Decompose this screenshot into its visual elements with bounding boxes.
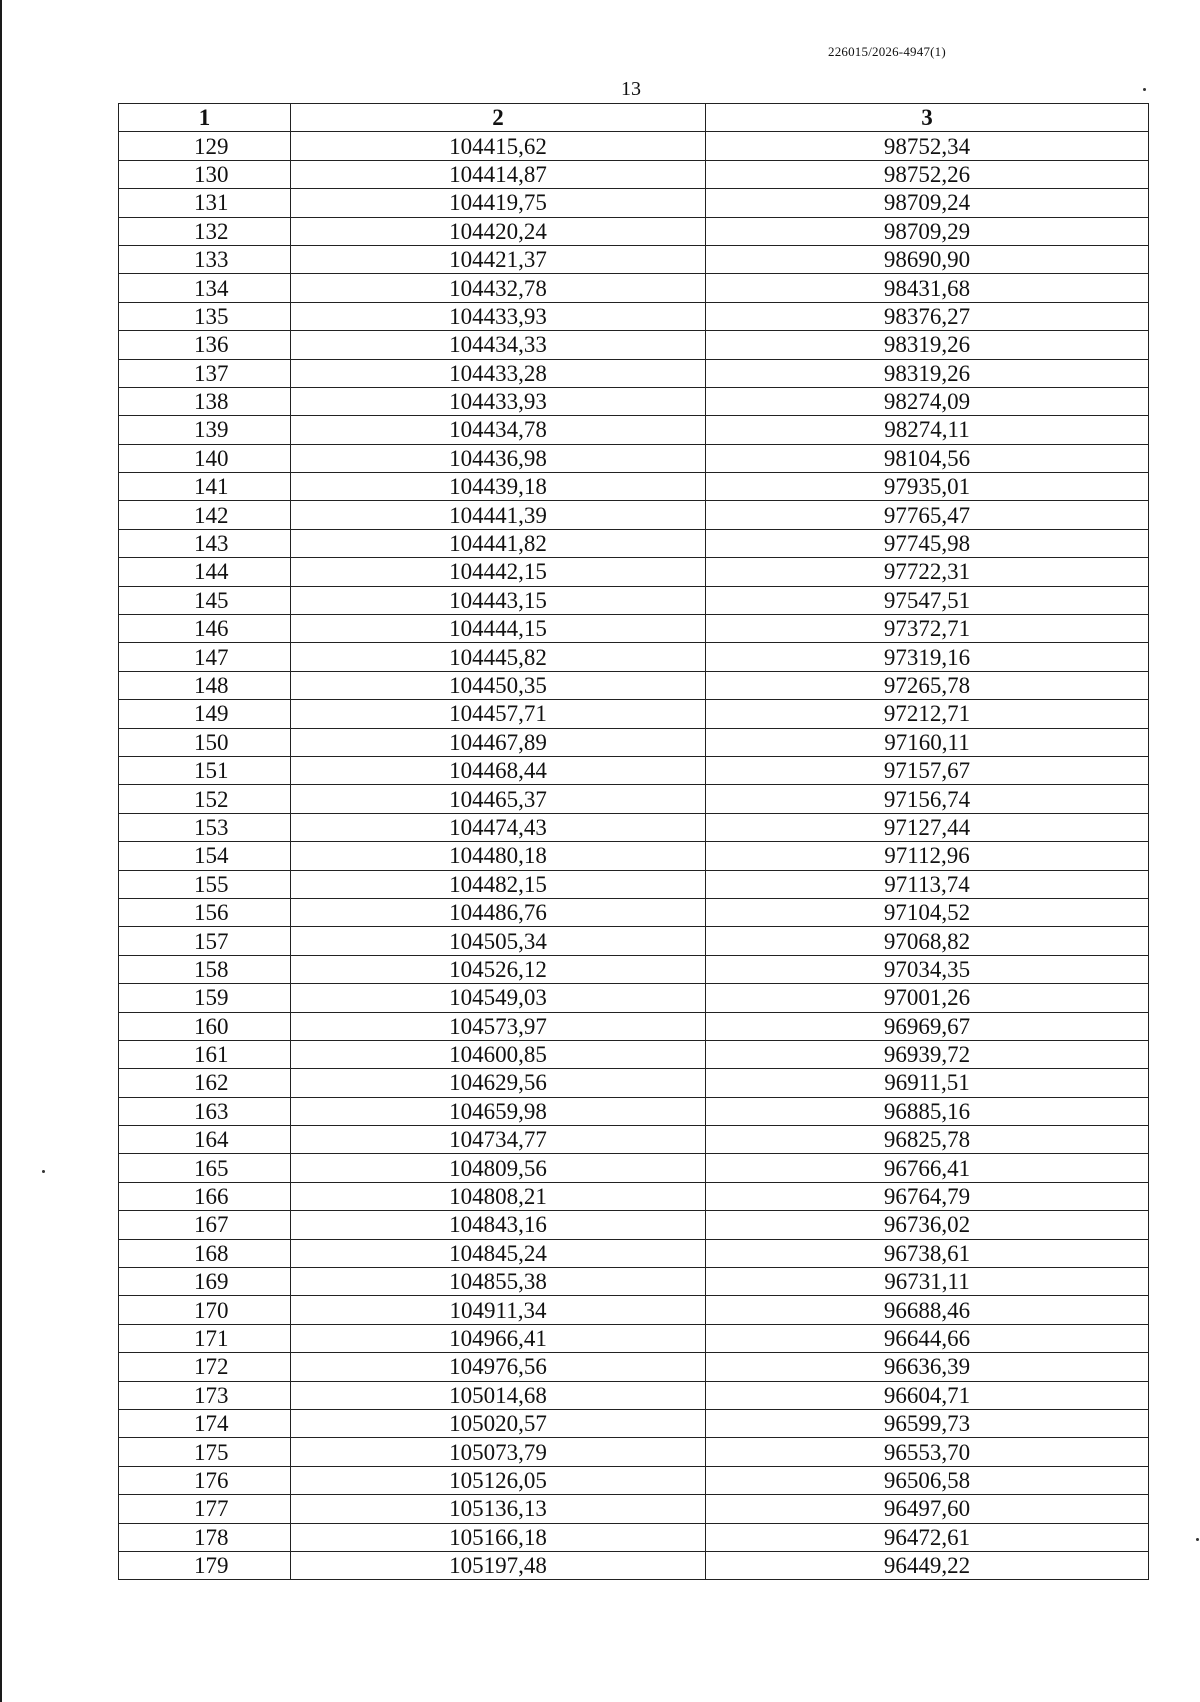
page-number: 13 (621, 78, 641, 100)
point-number-cell: 150 (119, 728, 291, 756)
table-row (119, 1182, 1149, 1210)
coordinate-y-cell: 98709,29 (706, 217, 1149, 245)
coordinate-y-cell: 96911,51 (706, 1069, 1149, 1097)
table-row (119, 927, 1149, 955)
coordinate-y-cell: 97034,35 (706, 955, 1149, 983)
coordinate-x-cell: 104442,15 (291, 558, 706, 586)
coordinate-x-cell: 104441,39 (291, 501, 706, 529)
coordinate-x-cell: 104526,12 (291, 955, 706, 983)
point-number-cell: 164 (119, 1126, 291, 1154)
scan-left-edge (0, 0, 2, 1702)
table-row (119, 501, 1149, 529)
coordinate-x-cell: 105166,18 (291, 1523, 706, 1551)
table-row (119, 1495, 1149, 1523)
point-number-cell: 135 (119, 302, 291, 330)
coordinate-x-cell: 104467,89 (291, 728, 706, 756)
table-row (119, 1296, 1149, 1324)
table-row (119, 189, 1149, 217)
coordinate-y-cell: 98274,11 (706, 416, 1149, 444)
coordinate-x-cell: 104419,75 (291, 189, 706, 217)
table-row (119, 558, 1149, 586)
coordinate-y-cell: 97372,71 (706, 615, 1149, 643)
point-number-cell: 143 (119, 529, 291, 557)
table-row (119, 1466, 1149, 1494)
coordinate-y-cell: 96604,71 (706, 1381, 1149, 1409)
coordinate-x-cell: 104734,77 (291, 1126, 706, 1154)
table-row (119, 643, 1149, 671)
point-number-cell: 172 (119, 1353, 291, 1381)
coordinate-x-cell: 104441,82 (291, 529, 706, 557)
coordinate-x-cell: 104600,85 (291, 1040, 706, 1068)
coordinate-y-cell: 98752,34 (706, 132, 1149, 160)
table-row (119, 1012, 1149, 1040)
coordinate-y-cell: 96472,61 (706, 1523, 1149, 1551)
point-number-cell: 136 (119, 331, 291, 359)
coordinate-x-cell: 104482,15 (291, 870, 706, 898)
coordinate-y-cell: 97765,47 (706, 501, 1149, 529)
coordinate-x-cell: 104843,16 (291, 1211, 706, 1239)
coordinate-x-cell: 104549,03 (291, 984, 706, 1012)
table-row (119, 1069, 1149, 1097)
point-number-cell: 177 (119, 1495, 291, 1523)
coordinate-y-cell: 96636,39 (706, 1353, 1149, 1381)
coordinate-x-cell: 104414,87 (291, 160, 706, 188)
coordinate-x-cell: 104421,37 (291, 245, 706, 273)
coordinate-x-cell: 105020,57 (291, 1409, 706, 1437)
header-column-1: 1 (119, 104, 291, 132)
table-row (119, 274, 1149, 302)
point-number-cell: 147 (119, 643, 291, 671)
coordinate-x-cell: 104450,35 (291, 671, 706, 699)
coordinate-x-cell: 104845,24 (291, 1239, 706, 1267)
coordinate-y-cell: 98319,26 (706, 331, 1149, 359)
table-row (119, 1154, 1149, 1182)
coordinate-x-cell: 104573,97 (291, 1012, 706, 1040)
point-number-cell: 157 (119, 927, 291, 955)
table-row (119, 898, 1149, 926)
point-number-cell: 158 (119, 955, 291, 983)
table-row (119, 302, 1149, 330)
point-number-cell: 162 (119, 1069, 291, 1097)
coordinate-x-cell: 105136,13 (291, 1495, 706, 1523)
point-number-cell: 149 (119, 700, 291, 728)
coordinate-x-cell: 104433,93 (291, 302, 706, 330)
coordinate-y-cell: 97156,74 (706, 785, 1149, 813)
point-number-cell: 152 (119, 785, 291, 813)
table-row (119, 1409, 1149, 1437)
coordinate-y-cell: 96449,22 (706, 1551, 1149, 1579)
coordinate-x-cell: 104480,18 (291, 842, 706, 870)
coordinate-x-cell: 104855,38 (291, 1268, 706, 1296)
point-number-cell: 140 (119, 444, 291, 472)
scan-speck (42, 1170, 45, 1173)
coordinate-y-cell: 98274,09 (706, 387, 1149, 415)
coordinate-x-cell: 104445,82 (291, 643, 706, 671)
point-number-cell: 179 (119, 1551, 291, 1579)
coordinate-y-cell: 98319,26 (706, 359, 1149, 387)
point-number-cell: 139 (119, 416, 291, 444)
point-number-cell: 161 (119, 1040, 291, 1068)
coordinate-y-cell: 96766,41 (706, 1154, 1149, 1182)
table-row (119, 217, 1149, 245)
table-row (119, 1551, 1149, 1579)
table-row (119, 1040, 1149, 1068)
point-number-cell: 141 (119, 473, 291, 501)
point-number-cell: 148 (119, 671, 291, 699)
table-row (119, 1239, 1149, 1267)
coordinate-y-cell: 97160,11 (706, 728, 1149, 756)
point-number-cell: 175 (119, 1438, 291, 1466)
table-row (119, 387, 1149, 415)
scan-speck (1143, 88, 1146, 91)
coordinate-x-cell: 104444,15 (291, 615, 706, 643)
coordinate-y-cell: 96553,70 (706, 1438, 1149, 1466)
coordinate-x-cell: 104809,56 (291, 1154, 706, 1182)
coordinate-x-cell: 104976,56 (291, 1353, 706, 1381)
point-number-cell: 171 (119, 1324, 291, 1352)
coordinate-x-cell: 104415,62 (291, 132, 706, 160)
point-number-cell: 137 (119, 359, 291, 387)
coordinate-y-cell: 97068,82 (706, 927, 1149, 955)
point-number-cell: 156 (119, 898, 291, 926)
coordinate-y-cell: 97001,26 (706, 984, 1149, 1012)
coordinate-x-cell: 104443,15 (291, 586, 706, 614)
table-row (119, 984, 1149, 1012)
point-number-cell: 142 (119, 501, 291, 529)
table-row (119, 813, 1149, 841)
coordinate-y-cell: 97104,52 (706, 898, 1149, 926)
coordinate-y-cell: 97722,31 (706, 558, 1149, 586)
point-number-cell: 160 (119, 1012, 291, 1040)
coordinate-x-cell: 104434,78 (291, 416, 706, 444)
point-number-cell: 151 (119, 756, 291, 784)
coordinate-y-cell: 96738,61 (706, 1239, 1149, 1267)
coordinate-y-cell: 97265,78 (706, 671, 1149, 699)
table-row (119, 1126, 1149, 1154)
table-row (119, 1438, 1149, 1466)
coordinate-y-cell: 98104,56 (706, 444, 1149, 472)
table-row (119, 615, 1149, 643)
coordinate-x-cell: 105073,79 (291, 1438, 706, 1466)
coordinate-y-cell: 96764,79 (706, 1182, 1149, 1210)
coordinate-y-cell: 96736,02 (706, 1211, 1149, 1239)
point-number-cell: 178 (119, 1523, 291, 1551)
document-number: 226015/2026-4947(1) (828, 44, 946, 59)
table-row (119, 529, 1149, 557)
table-row (119, 1211, 1149, 1239)
point-number-cell: 155 (119, 870, 291, 898)
point-number-cell: 131 (119, 189, 291, 217)
table-row (119, 1381, 1149, 1409)
scan-speck (1196, 1538, 1199, 1541)
coordinate-y-cell: 96939,72 (706, 1040, 1149, 1068)
point-number-cell: 167 (119, 1211, 291, 1239)
table-row (119, 1523, 1149, 1551)
coordinate-x-cell: 104468,44 (291, 756, 706, 784)
coordinate-x-cell: 105197,48 (291, 1551, 706, 1579)
coordinate-y-cell: 98752,26 (706, 160, 1149, 188)
coordinate-x-cell: 104420,24 (291, 217, 706, 245)
header-column-2: 2 (291, 104, 706, 132)
table-row (119, 700, 1149, 728)
table-header (119, 104, 1149, 132)
coordinate-y-cell: 98376,27 (706, 302, 1149, 330)
coordinate-y-cell: 96969,67 (706, 1012, 1149, 1040)
coordinate-y-cell: 97113,74 (706, 870, 1149, 898)
table-row (119, 955, 1149, 983)
coordinate-x-cell: 104966,41 (291, 1324, 706, 1352)
point-number-cell: 145 (119, 586, 291, 614)
coordinate-y-cell: 96506,58 (706, 1466, 1149, 1494)
point-number-cell: 154 (119, 842, 291, 870)
coordinate-x-cell: 104465,37 (291, 785, 706, 813)
table-row (119, 870, 1149, 898)
point-number-cell: 134 (119, 274, 291, 302)
point-number-cell: 174 (119, 1409, 291, 1437)
coordinate-x-cell: 104433,28 (291, 359, 706, 387)
point-number-cell: 166 (119, 1182, 291, 1210)
coordinate-y-cell: 98709,24 (706, 189, 1149, 217)
point-number-cell: 146 (119, 615, 291, 643)
coordinate-y-cell: 96885,16 (706, 1097, 1149, 1125)
point-number-cell: 138 (119, 387, 291, 415)
coordinate-y-cell: 97157,67 (706, 756, 1149, 784)
table-row (119, 671, 1149, 699)
coordinate-y-cell: 96644,66 (706, 1324, 1149, 1352)
coordinate-x-cell: 104629,56 (291, 1069, 706, 1097)
coordinate-y-cell: 96688,46 (706, 1296, 1149, 1324)
point-number-cell: 159 (119, 984, 291, 1012)
point-number-cell: 169 (119, 1268, 291, 1296)
table-row (119, 132, 1149, 160)
point-number-cell: 133 (119, 245, 291, 273)
coordinate-y-cell: 97935,01 (706, 473, 1149, 501)
coordinate-x-cell: 104911,34 (291, 1296, 706, 1324)
coordinate-y-cell: 98690,90 (706, 245, 1149, 273)
table-row (119, 1268, 1149, 1296)
table-row (119, 728, 1149, 756)
point-number-cell: 170 (119, 1296, 291, 1324)
table-row (119, 331, 1149, 359)
point-number-cell: 173 (119, 1381, 291, 1409)
coordinates-table (118, 103, 1149, 1580)
coordinate-x-cell: 104432,78 (291, 274, 706, 302)
coordinate-y-cell: 96497,60 (706, 1495, 1149, 1523)
coordinate-y-cell: 97547,51 (706, 586, 1149, 614)
point-number-cell: 130 (119, 160, 291, 188)
table-row (119, 473, 1149, 501)
point-number-cell: 163 (119, 1097, 291, 1125)
coordinate-y-cell: 96825,78 (706, 1126, 1149, 1154)
point-number-cell: 176 (119, 1466, 291, 1494)
coordinate-y-cell: 96599,73 (706, 1409, 1149, 1437)
point-number-cell: 129 (119, 132, 291, 160)
table-row (119, 842, 1149, 870)
header-column-3: 3 (706, 104, 1149, 132)
table-row (119, 416, 1149, 444)
table-row (119, 1097, 1149, 1125)
coordinate-x-cell: 104439,18 (291, 473, 706, 501)
table-row (119, 245, 1149, 273)
table-body (119, 132, 1149, 1580)
point-number-cell: 144 (119, 558, 291, 586)
point-number-cell: 132 (119, 217, 291, 245)
table-row (119, 756, 1149, 784)
coordinate-x-cell: 104486,76 (291, 898, 706, 926)
coordinate-y-cell: 98431,68 (706, 274, 1149, 302)
coordinate-x-cell: 104474,43 (291, 813, 706, 841)
coordinate-y-cell: 97212,71 (706, 700, 1149, 728)
coordinate-x-cell: 104659,98 (291, 1097, 706, 1125)
table-row (119, 444, 1149, 472)
table-row (119, 359, 1149, 387)
table-row (119, 160, 1149, 188)
table-row (119, 785, 1149, 813)
coordinate-y-cell: 97112,96 (706, 842, 1149, 870)
coordinate-x-cell: 104433,93 (291, 387, 706, 415)
coordinate-x-cell: 104457,71 (291, 700, 706, 728)
table-row (119, 1324, 1149, 1352)
coordinate-x-cell: 104505,34 (291, 927, 706, 955)
coordinate-y-cell: 97319,16 (706, 643, 1149, 671)
coordinate-x-cell: 104436,98 (291, 444, 706, 472)
coordinate-y-cell: 97745,98 (706, 529, 1149, 557)
point-number-cell: 165 (119, 1154, 291, 1182)
coordinate-x-cell: 104808,21 (291, 1182, 706, 1210)
table-row (119, 586, 1149, 614)
table-row (119, 1353, 1149, 1381)
coordinate-y-cell: 96731,11 (706, 1268, 1149, 1296)
coordinate-x-cell: 105126,05 (291, 1466, 706, 1494)
coordinate-x-cell: 105014,68 (291, 1381, 706, 1409)
point-number-cell: 153 (119, 813, 291, 841)
table-header-row (119, 104, 1149, 132)
point-number-cell: 168 (119, 1239, 291, 1267)
coordinate-x-cell: 104434,33 (291, 331, 706, 359)
coordinate-y-cell: 97127,44 (706, 813, 1149, 841)
